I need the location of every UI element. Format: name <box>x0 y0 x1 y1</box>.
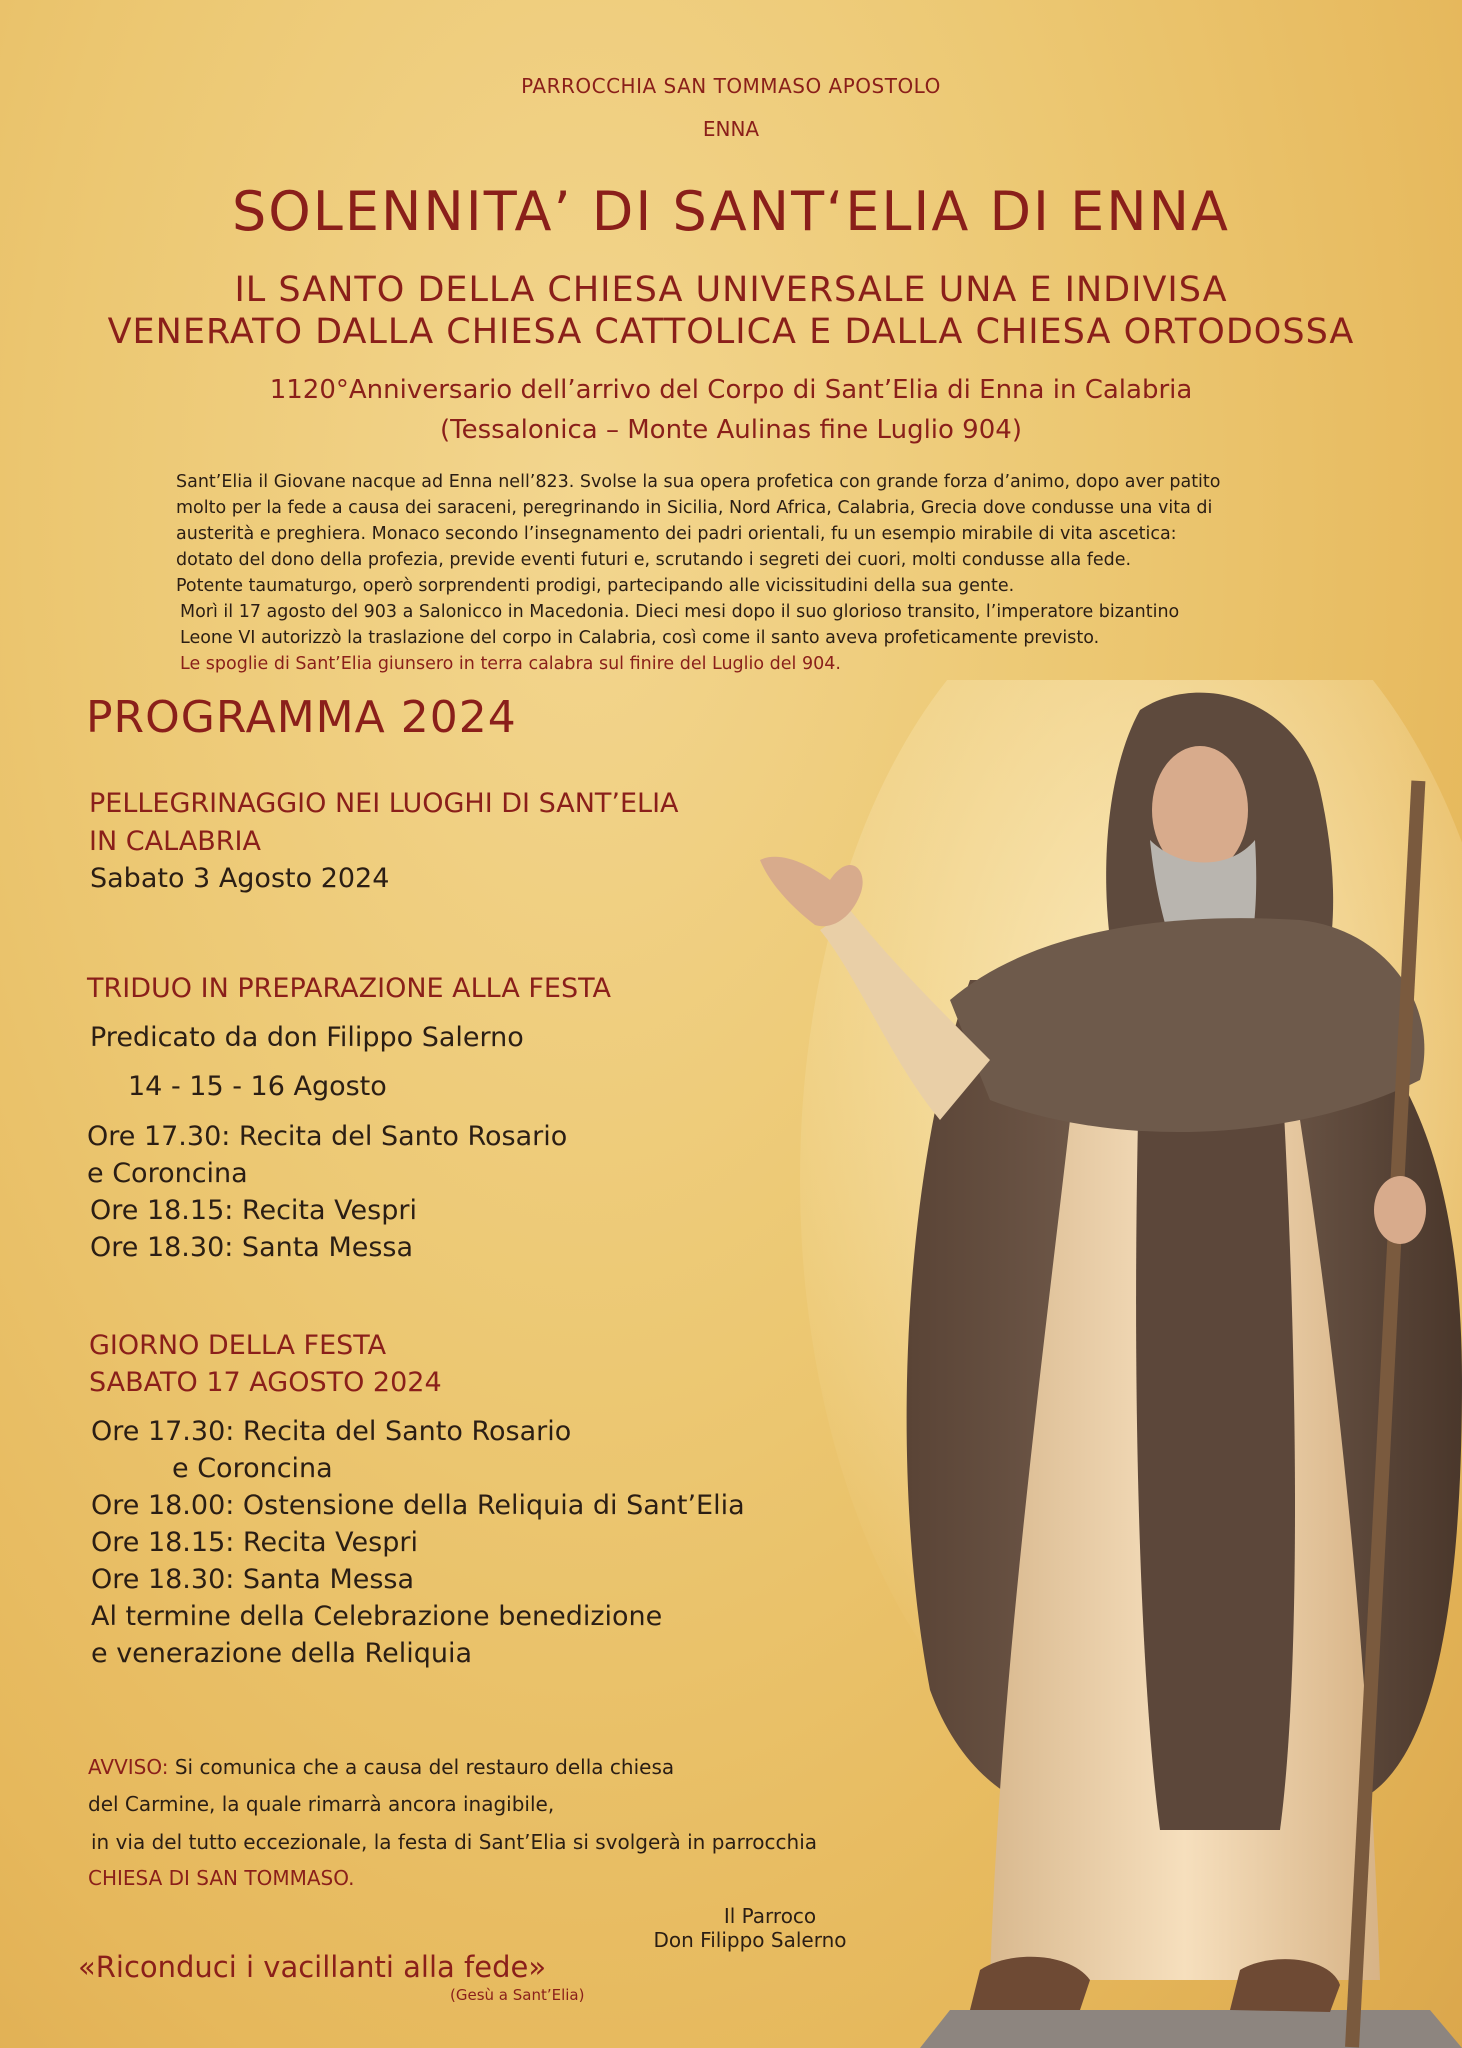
notice-line-4: CHIESA DI SAN TOMMASO. <box>88 1866 355 1890</box>
signature-name: Don Filippo Salerno <box>653 1928 847 1952</box>
feast-line: Ore 18.00: Ostensione della Reliquia di Sant’Elia <box>91 1490 745 1521</box>
feast-line: Ore 18.30: Santa Messa <box>91 1564 415 1595</box>
feast-line: Ore 17.30: Recita del Santo Rosario <box>91 1416 572 1447</box>
triduo-line: e Coroncina <box>87 1158 248 1189</box>
triduo-line: Ore 18.15: Recita Vespri <box>90 1195 417 1226</box>
pilgrimage-title-2: IN CALABRIA <box>89 826 261 857</box>
triduo-line: Ore 18.30: Santa Messa <box>90 1232 414 1263</box>
program-title: PROGRAMMA 2024 <box>86 692 517 743</box>
feast-line: Al termine della Celebrazione benedizione <box>91 1601 663 1632</box>
notice-line-3: in via del tutto eccezionale, la festa di Sant’Elia si svolgerà in parrocchia <box>91 1830 818 1854</box>
bio-line: Potente taumaturgo, operò sorprendenti prodigi, partecipando alle vicissitudini della sua gente. <box>176 576 1015 596</box>
bio-line-highlight: Le spoglie di Sant’Elia giunsero in terra calabra sul finire del Luglio del 904. <box>180 654 841 674</box>
bio-line: Sant’Elia il Giovane nacque ad Enna nell’823. Svolse la sua opera profetica con grande forza d’animo, dopo aver patito <box>176 472 1221 492</box>
pilgrimage-date: Sabato 3 Agosto 2024 <box>90 863 390 894</box>
triduo-preacher: Predicato da don Filippo Salerno <box>90 1022 524 1053</box>
feast-line: Ore 18.15: Recita Vespri <box>91 1527 418 1558</box>
notice-label: AVVISO: <box>88 1755 169 1779</box>
quote-source: (Gesù a Sant’Elia) <box>450 1986 585 2004</box>
notice-line-2: del Carmine, la quale rimarrà ancora inagibile, <box>88 1792 555 1816</box>
bio-line: Morì il 17 agosto del 903 a Salonicco in Macedonia. Dieci mesi dopo il suo glorioso transito, l’imperatore bizantino <box>180 602 1180 622</box>
feast-title: GIORNO DELLA FESTA <box>89 1330 387 1361</box>
subtitle-line-2: VENERATO DALLA CHIESA CATTOLICA E DALLA CHIESA ORTODOSSA <box>107 312 1355 352</box>
triduo-dates: 14 - 15 - 16 Agosto <box>128 1071 387 1102</box>
parish-name: PARROCCHIA SAN TOMMASO APOSTOLO <box>521 74 941 98</box>
bio-line: dotato del dono della profezia, previde eventi futuri e, scrutando i segreti dei cuori, molti condusse alla fede. <box>176 550 1132 570</box>
saint-statue-image <box>740 680 1462 2048</box>
city-name: ENNA <box>702 117 760 141</box>
bio-line: Leone VI autorizzò la traslazione del corpo in Calabria, così come il santo aveva profeticamente previsto. <box>180 628 1100 648</box>
anniversary-line-2: (Tessalonica – Monte Aulinas fine Luglio 904) <box>440 415 1022 445</box>
notice-text: Si comunica che a causa del restauro della chiesa <box>174 1755 675 1779</box>
signature-role: Il Parroco <box>723 1904 817 1928</box>
feast-line: e Coroncina <box>172 1453 333 1484</box>
triduo-line: Ore 17.30: Recita del Santo Rosario <box>87 1121 568 1152</box>
feast-date: SABATO 17 AGOSTO 2024 <box>89 1367 442 1398</box>
subtitle-line-1: IL SANTO DELLA CHIESA UNIVERSALE UNA E INDIVISA <box>234 270 1228 310</box>
triduo-title: TRIDUO IN PREPARAZIONE ALLA FESTA <box>87 973 611 1004</box>
main-title: SOLENNITA’ DI SANT‘ELIA DI ENNA <box>232 180 1230 243</box>
quote-text: «Riconduci i vacillanti alla fede» <box>78 1950 547 1984</box>
notice-line-1 <box>88 1755 674 1779</box>
bio-line: austerità e preghiera. Monaco secondo l’insegnamento dei padri orientali, fu un esempio mirabile di vita ascetica: <box>176 524 1177 544</box>
bio-line: molto per la fede a causa dei saraceni, peregrinando in Sicilia, Nord Africa, Calabria, Grecia dove condusse una vita di <box>176 498 1213 518</box>
feast-line: e venerazione della Reliquia <box>91 1638 472 1669</box>
anniversary-line-1: 1120°Anniversario dell’arrivo del Corpo di Sant’Elia di Enna in Calabria <box>269 375 1193 405</box>
pilgrimage-title: PELLEGRINAGGIO NEI LUOGHI DI SANT’ELIA <box>89 788 679 819</box>
